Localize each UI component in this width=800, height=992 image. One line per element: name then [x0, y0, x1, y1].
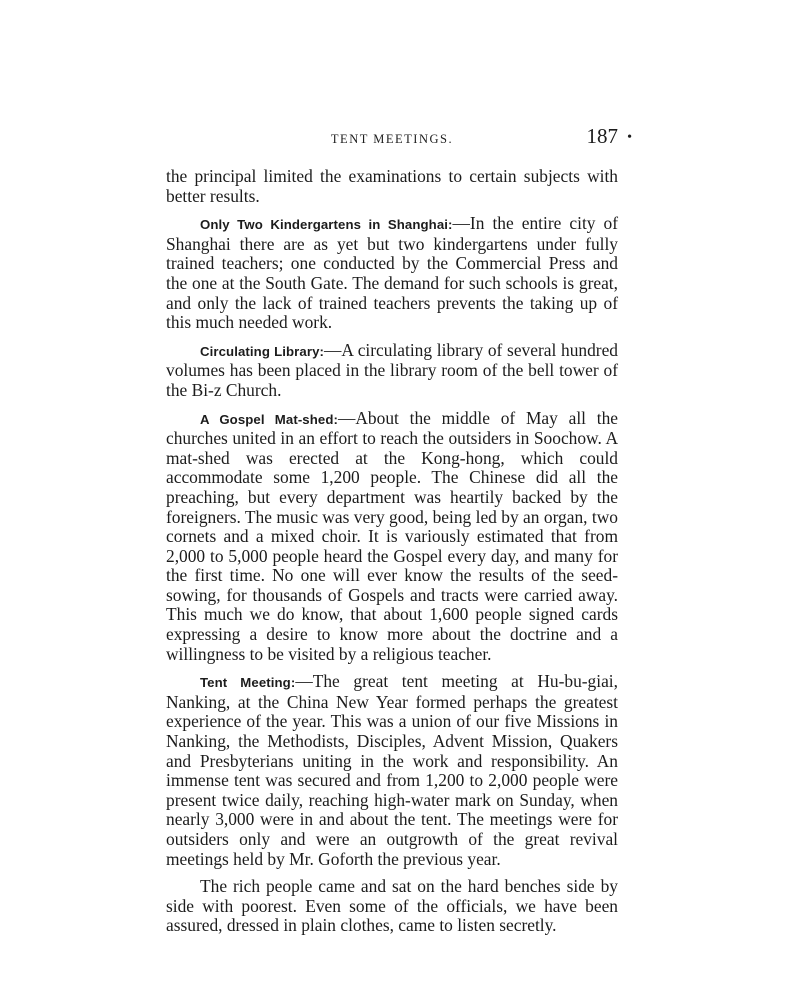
paragraph-circulating-library [166, 341, 618, 401]
paragraph-text: The rich people came and sat on the hard benches side by side with poorest. Even some of the officials, we have been assured, dressed in plain clothes, came to listen secretly. [166, 876, 618, 936]
paragraph-text: —In the entire city of Shanghai there are as yet but two kindergartens under fully trained teachers; one conducted by the Commercial Press and the one at the South Gate. The demand for such schools is great, and only the lack of trained teachers prevents the taking up of this much needed work. [166, 213, 619, 333]
paragraph-rich-people [166, 877, 618, 936]
paragraph-gospel-mat-shed [166, 409, 618, 665]
running-head [166, 124, 632, 152]
paragraph-text: the principal limited the examinations to certain subjects with better results. [166, 166, 618, 206]
page-mark: • [627, 130, 632, 145]
paragraph-tent-meeting [166, 672, 618, 869]
side-heading: A Gospel Mat-shed: [200, 411, 338, 427]
paragraph-kindergartens [166, 214, 618, 333]
paragraph-text: —The great tent meeting at Hu-bu-giai, Nanking, at the China New Year formed perhaps the greatest experience of the year. This was a union of our five Missions in Nanking, the Methodists, Disciples, Advent Mission, Quakers and Presbyterians uniting in the work and responsibility. An immense tent was secured and from 1,200 to 2,000 people were present twice daily, reaching high-water mark on Sunday, when nearly 3,000 were in and about the tent. The meetings were for outsiders only and were an outgrowth of the great revival meetings held by Mr. Goforth the previous year. [166, 671, 618, 869]
paragraph-continuation [166, 167, 618, 206]
page-number: 187 [586, 124, 618, 148]
side-heading: Circulating Library: [200, 343, 325, 359]
side-heading: Tent Meeting: [200, 675, 296, 691]
running-title: TENT MEETINGS. [330, 132, 454, 146]
paragraph-text: —About the middle of May all the churches united in an effort to reach the outsiders in Soochow. A mat-shed was erected at the Kong-hong, which could accommodate some 1,200 people. The Chinese did all the preaching, but every department was heartily backed by the foreigners. The music was very good, being led by an organ, two cornets and a mixed choir. It is variously estimated that from 2,000 to 5,000 people heard the Gospel every day, and many for the first time. No one will ever know the results of the seed-sowing, for thousands of Gospels and tracts were carried away. This much we do know, that about 1,600 people signed cards expressing a desire to know more about the doctrine and a willingness to be visited by a religious teacher. [166, 407, 618, 664]
paragraph-text: —A circulating library of several hundred volumes has been placed in the library room of the bell tower of the Bi-z Church. [166, 339, 618, 400]
body-text [166, 167, 618, 944]
side-heading: Only Two Kindergartens in Shanghai: [200, 217, 453, 233]
